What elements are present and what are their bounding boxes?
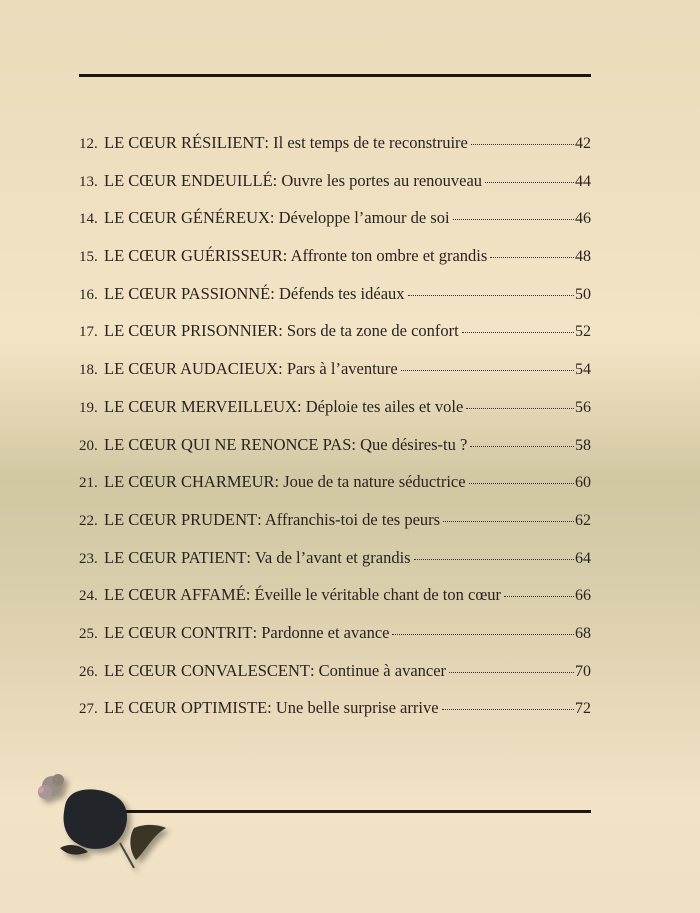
entry-page: 64 — [575, 549, 591, 567]
toc-entry[interactable] — [79, 246, 591, 284]
entry-title: LE CŒUR CHARMEUR — [104, 472, 275, 492]
entry-page: 42 — [575, 135, 591, 152]
entry-number: 17. — [79, 324, 98, 341]
dot-leader — [490, 257, 574, 258]
entry-page: 60 — [575, 474, 591, 492]
entry-number: 18. — [79, 362, 98, 379]
entry-subtitle: : Développe l’amour de soi — [269, 208, 450, 228]
entry-number: 19. — [79, 399, 98, 416]
entry-title: LE CŒUR OPTIMISTE — [104, 698, 268, 718]
entry-subtitle: : Joue de ta nature séductrice — [274, 472, 466, 492]
dot-leader — [442, 709, 574, 710]
entry-subtitle: : Affronte ton ombre et grandis — [282, 246, 488, 266]
entry-subtitle: : Continue à avancer — [309, 660, 447, 680]
entry-subtitle: : Il est temps de te reconstruire — [264, 133, 468, 152]
entry-subtitle: : Ouvre les portes au renouveau — [272, 170, 483, 190]
toc-entry[interactable] — [79, 548, 591, 586]
entry-number: 23. — [79, 550, 98, 567]
dot-leader — [443, 521, 574, 522]
entry-number: 13. — [79, 173, 98, 190]
entry-page: 52 — [575, 323, 591, 341]
entry-subtitle: : Va de l’avant et grandis — [246, 547, 411, 567]
toc-entry[interactable] — [79, 585, 591, 623]
entry-page: 72 — [575, 700, 591, 718]
toc-entry[interactable] — [79, 359, 591, 397]
entry-page: 62 — [575, 511, 591, 529]
toc-entry[interactable] — [79, 321, 591, 359]
entry-title: LE CŒUR PRISONNIER — [104, 321, 279, 341]
dot-leader — [462, 332, 574, 333]
entry-title: LE CŒUR QUI NE RENONCE PAS — [104, 434, 352, 454]
entry-title: LE CŒUR AFFAMÉ — [104, 585, 246, 605]
dot-leader — [471, 144, 574, 145]
entry-page: 66 — [575, 587, 591, 605]
entry-title: LE CŒUR CONTRIT — [104, 622, 253, 642]
dot-leader — [408, 295, 574, 296]
entry-title: LE CŒUR GUÉRISSEUR — [104, 246, 283, 266]
entry-number: 27. — [79, 701, 98, 718]
entry-subtitle: : Pardonne et avance — [252, 622, 390, 642]
entry-page: 70 — [575, 662, 591, 680]
dot-leader — [469, 483, 574, 484]
entry-number: 26. — [79, 663, 98, 680]
toc-entry[interactable] — [79, 698, 591, 736]
entry-number: 14. — [79, 211, 98, 228]
toc-entry[interactable] — [79, 661, 591, 699]
entry-number: 16. — [79, 286, 98, 303]
entry-subtitle: : Pars à l’aventure — [278, 359, 398, 379]
table-of-contents — [79, 133, 591, 736]
toc-entry[interactable] — [79, 510, 591, 548]
dot-leader — [466, 408, 574, 409]
entry-title: LE CŒUR AUDACIEUX — [104, 359, 279, 379]
top-divider — [79, 74, 591, 77]
entry-number: 21. — [79, 475, 98, 492]
entry-number: 22. — [79, 512, 98, 529]
entry-number: 12. — [79, 136, 98, 152]
dot-leader — [470, 446, 574, 447]
toc-entry[interactable] — [79, 133, 591, 171]
entry-title: LE CŒUR RÉSILIENT — [104, 133, 265, 152]
entry-title: LE CŒUR PRUDENT — [104, 509, 258, 529]
entry-number: 24. — [79, 588, 98, 605]
entry-page: 56 — [575, 398, 591, 416]
dot-leader — [414, 559, 574, 560]
entry-subtitle: : Une belle surprise arrive — [267, 698, 439, 718]
entry-title: LE CŒUR PASSIONNÉ — [104, 283, 271, 303]
black-rose-icon — [30, 768, 180, 888]
dot-leader — [485, 182, 574, 183]
dot-leader — [392, 634, 574, 635]
entry-page: 68 — [575, 624, 591, 642]
toc-entry[interactable] — [79, 623, 591, 661]
entry-title: LE CŒUR GÉNÉREUX — [104, 208, 270, 228]
dot-leader — [401, 370, 574, 371]
toc-entry[interactable] — [79, 435, 591, 473]
dot-leader — [449, 672, 574, 673]
entry-page: 46 — [575, 210, 591, 228]
dot-leader — [504, 596, 574, 597]
toc-entry[interactable] — [79, 397, 591, 435]
entry-title: LE CŒUR CONVALESCENT — [104, 660, 310, 680]
dot-leader — [453, 219, 574, 220]
entry-page: 58 — [575, 436, 591, 454]
entry-subtitle: : Sors de ta zone de confort — [278, 321, 459, 341]
entry-subtitle: : Défends tes idéaux — [270, 283, 405, 303]
entry-page: 54 — [575, 361, 591, 379]
toc-entry[interactable] — [79, 171, 591, 209]
entry-title: LE CŒUR MERVEILLEUX — [104, 396, 297, 416]
entry-subtitle: : Éveille le véritable chant de ton cœur — [245, 585, 501, 605]
entry-page: 50 — [575, 285, 591, 303]
entry-number: 25. — [79, 625, 98, 642]
entry-subtitle: : Affranchis-toi de tes peurs — [257, 509, 441, 529]
entry-page: 48 — [575, 248, 591, 266]
toc-entry[interactable] — [79, 472, 591, 510]
entry-subtitle: : Déploie tes ailes et vole — [297, 396, 464, 416]
entry-page: 44 — [575, 172, 591, 190]
toc-entry[interactable] — [79, 208, 591, 246]
entry-subtitle: : Que désires-tu ? — [351, 434, 468, 454]
toc-entry[interactable] — [79, 284, 591, 322]
entry-title: LE CŒUR ENDEUILLÉ — [104, 170, 273, 190]
entry-number: 20. — [79, 437, 98, 454]
entry-title: LE CŒUR PATIENT — [104, 547, 247, 567]
entry-number: 15. — [79, 249, 98, 266]
